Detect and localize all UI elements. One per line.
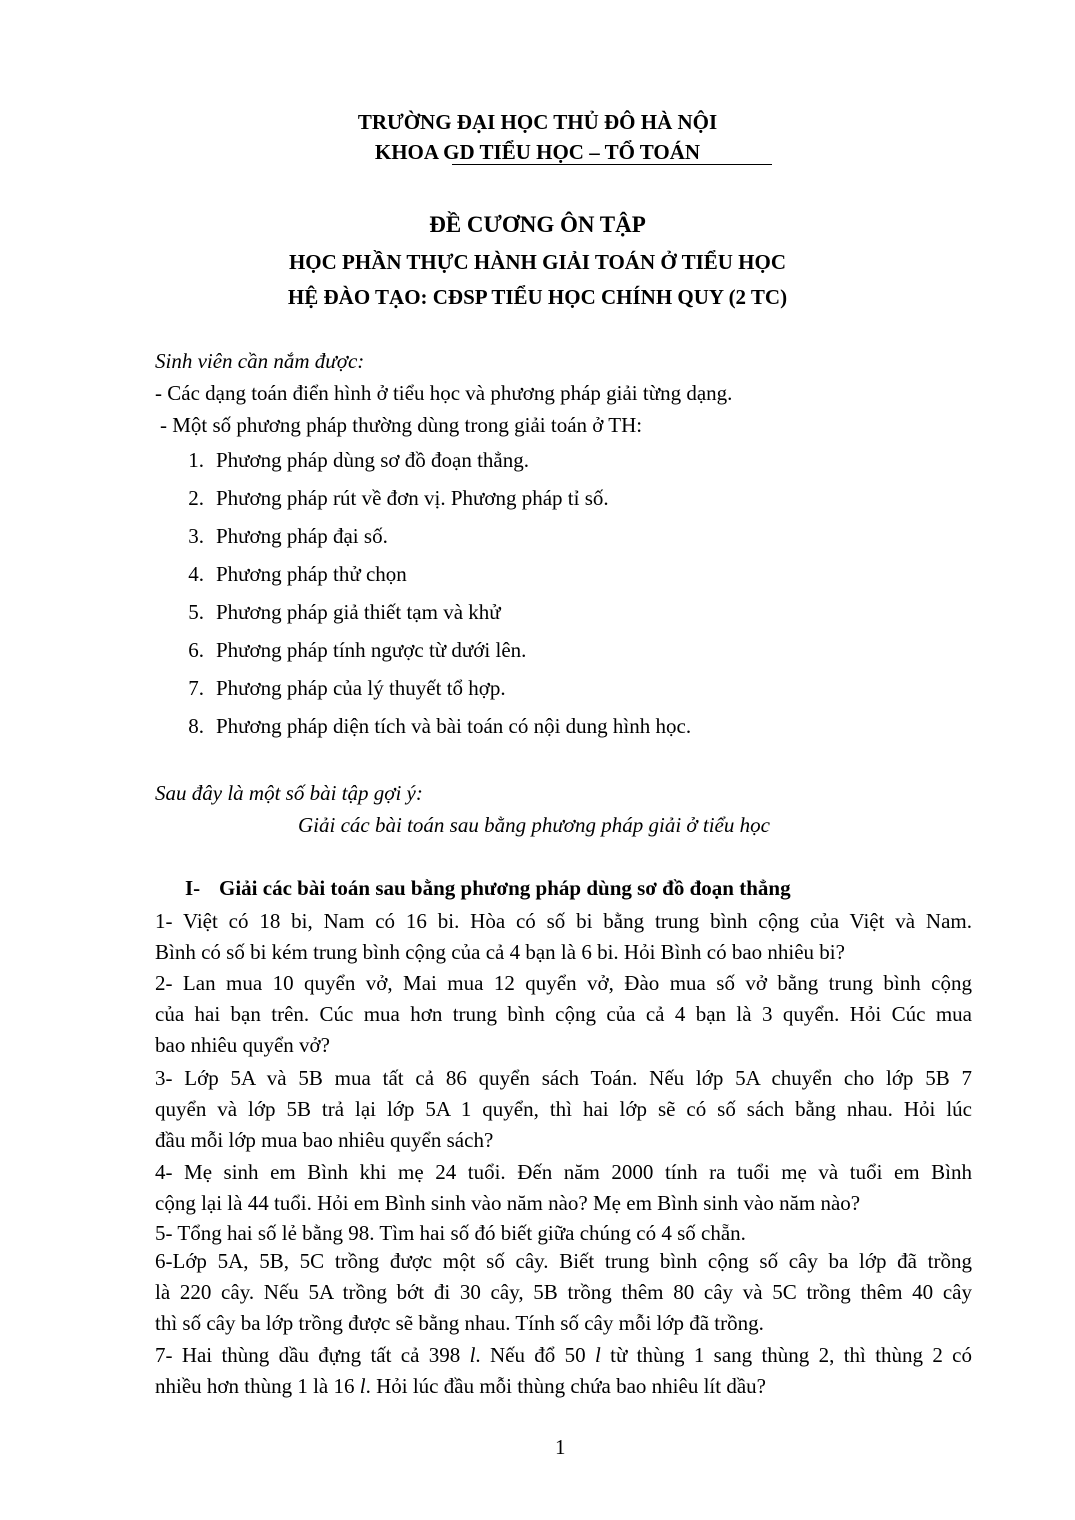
method-text: Phương pháp giả thiết tạm và khử <box>216 600 501 624</box>
method-text: Phương pháp thử chọn <box>216 562 407 586</box>
method-text: Phương pháp đại số. <box>216 524 388 548</box>
unit-liter: l <box>594 1343 601 1367</box>
problem-line: 2- Lan mua 10 quyển vở, Mai mua 12 quyển vở, Đào mua số vở bằng trung bình cộng <box>155 971 972 995</box>
problem-line: của hai bạn trên. Cúc mua hơn trung bình cộng của cả 4 bạn là 3 quyển. Hỏi Cúc mua <box>155 1002 972 1026</box>
intro-point-2: - Một số phương pháp thường dùng trong giải toán ở TH: <box>160 413 643 437</box>
problem-line <box>155 1374 766 1399</box>
unit-liter: l <box>469 1343 476 1367</box>
problem-line: 6-Lớp 5A, 5B, 5C trồng được một số cây. Biết trung bình cộng số cây ba lớp đã trồng <box>155 1249 972 1273</box>
unit-liter: l <box>359 1374 366 1398</box>
problem-line: quyển và lớp 5B trả lại lớp 5A 1 quyển, thì hai lớp sẽ có số sách bằng nhau. Hỏi lúc <box>155 1097 972 1121</box>
method-text: Phương pháp rút về đơn vị. Phương pháp tỉ số. <box>216 486 609 510</box>
page-number: 1 <box>555 1435 566 1459</box>
course-title: HỌC PHẦN THỰC HÀNH GIẢI TOÁN Ở TIỂU HỌC <box>288 250 787 274</box>
method-text: Phương pháp tính ngược từ dưới lên. <box>216 638 527 662</box>
method-text: Phương pháp diện tích và bài toán có nội dung hình học. <box>216 714 692 738</box>
exercises-subheading: Giải các bài toán sau bằng phương pháp giải ở tiểu học <box>298 813 770 837</box>
method-number: 2. <box>188 486 204 510</box>
university-name: TRƯỜNG ĐẠI HỌC THỦ ĐÔ HÀ NỘI <box>357 110 718 134</box>
problem-text: 7- Hai thùng dầu đựng tất cả 398 <box>155 1343 470 1367</box>
method-number: 8. <box>188 714 204 738</box>
problem-text: nhiều hơn thùng 1 là 16 <box>155 1374 360 1398</box>
section-title: Giải các bài toán sau bằng phương pháp dùng sơ đồ đoạn thẳng <box>219 876 791 900</box>
problem-line: 4- Mẹ sinh em Bình khi mẹ 24 tuổi. Đến năm 2000 tính ra tuổi mẹ và tuổi em Bình <box>155 1160 972 1184</box>
header-divider <box>452 164 772 165</box>
problem-line: thì số cây ba lớp trồng được sẽ bằng nhau. Tính số cây mỗi lớp đã trồng. <box>155 1311 764 1335</box>
method-text: Phương pháp của lý thuyết tổ hợp. <box>216 676 506 700</box>
problem-line: 5- Tổng hai số lẻ bằng 98. Tìm hai số đó biết giữa chúng có 4 số chẵn. <box>155 1221 746 1245</box>
document-title: ĐỀ CƯƠNG ÔN TẬP <box>429 212 646 237</box>
problem-line <box>155 1343 972 1368</box>
problem-line: là 220 cây. Nếu 5A trồng bớt đi 30 cây, 5B trồng thêm 80 cây và 5C trồng thêm 40 cây <box>155 1280 972 1304</box>
method-number: 6. <box>188 638 204 662</box>
problem-line: cộng lại là 44 tuổi. Hỏi em Bình sinh vào năm nào? Mẹ em Bình sinh vào năm nào? <box>155 1191 861 1215</box>
method-number: 4. <box>188 562 204 586</box>
problem-line: đầu mỗi lớp mua bao nhiêu quyển sách? <box>155 1128 494 1152</box>
method-text: Phương pháp dùng sơ đồ đoạn thẳng. <box>216 448 529 472</box>
problem-line: bao nhiêu quyển vở? <box>155 1033 330 1057</box>
program-title: HỆ ĐÀO TẠO: CĐSP TIỂU HỌC CHÍNH QUY (2 TC) <box>287 285 788 309</box>
problem-line: 1- Việt có 18 bi, Nam có 16 bi. Hòa có số bi bằng trung bình cộng của Việt và Nam. <box>155 909 972 933</box>
method-number: 7. <box>188 676 204 700</box>
faculty-name: KHOA GD TIỂU HỌC – TỔ TOÁN <box>374 140 701 164</box>
method-number: 5. <box>188 600 204 624</box>
exercises-heading: Sau đây là một số bài tập gợi ý: <box>155 781 423 805</box>
problem-line: Bình có số bi kém trung bình cộng của cả 4 bạn là 6 bi. Hỏi Bình có bao nhiêu bi? <box>155 940 845 964</box>
problem-line: 3- Lớp 5A và 5B mua tất cả 86 quyển sách Toán. Nếu lớp 5A chuyển cho lớp 5B 7 <box>155 1066 972 1090</box>
method-number: 1. <box>188 448 204 472</box>
intro-point-1: - Các dạng toán điển hình ở tiểu học và phương pháp giải từng dạng. <box>155 381 733 405</box>
problem-text: . Nếu đổ 50 <box>475 1343 595 1367</box>
problem-text: . Hỏi lúc đầu mỗi thùng chứa bao nhiêu lít dầu? <box>365 1374 766 1398</box>
method-number: 3. <box>188 524 204 548</box>
section-number: I- <box>185 876 201 900</box>
problem-text: từ thùng 1 sang thùng 2, thì thùng 2 có <box>600 1343 973 1367</box>
intro-heading: Sinh viên cần nắm được: <box>155 349 365 373</box>
